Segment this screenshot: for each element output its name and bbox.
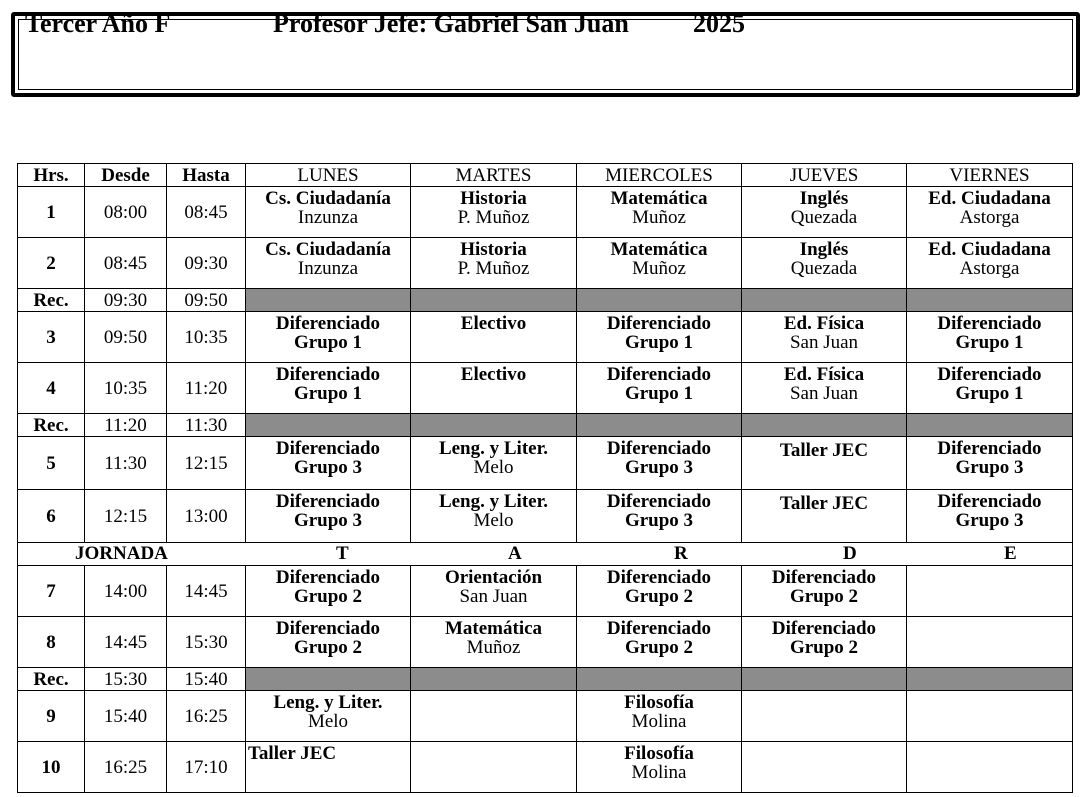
period-number: 6: [18, 490, 85, 543]
teacher-name: Melo: [473, 510, 514, 531]
end-time: 08:45: [167, 187, 246, 238]
teacher-name: Melo: [473, 457, 514, 478]
class-row: [18, 238, 1073, 289]
start-time: 08:45: [85, 238, 167, 289]
recess-cell-jueves: [742, 289, 907, 312]
recess-cell-jueves: [742, 414, 907, 437]
end-time: 12:15: [167, 437, 246, 490]
subject-name: Electivo: [460, 313, 527, 334]
subject-name: Inglés: [799, 239, 849, 260]
class-cell-viernes: [907, 437, 1073, 490]
period-number: 3: [18, 312, 85, 363]
class-cell-viernes: [907, 363, 1073, 414]
class-row: [18, 363, 1073, 414]
end-time: 13:00: [167, 490, 246, 543]
end-time: 14:45: [167, 566, 246, 617]
subject-name: Leng. y Liter.: [273, 692, 383, 713]
teacher-name: Muñoz: [466, 637, 521, 658]
end-time: 11:20: [167, 363, 246, 414]
class-cell-viernes: [907, 566, 1073, 617]
class-cell-viernes: [907, 490, 1073, 543]
group-name: Grupo 3: [955, 510, 1024, 531]
column-header-miercoles: MIERCOLES: [577, 164, 742, 187]
recess-label: Rec.: [18, 414, 85, 437]
column-header-hasta: Hasta: [167, 164, 246, 187]
group-name: Grupo 2: [789, 637, 859, 658]
class-cell-jueves: [742, 238, 907, 289]
recess-row: [18, 414, 1073, 437]
subject-name: Diferenciado: [275, 491, 381, 512]
recess-cell-miercoles: [577, 289, 742, 312]
class-cell-lunes: [246, 363, 411, 414]
class-cell-viernes: [907, 617, 1073, 668]
subject-name: Filosofía: [624, 743, 694, 764]
start-time: 14:00: [85, 566, 167, 617]
tarde-letter: D: [843, 543, 857, 564]
class-cell-miercoles: [577, 566, 742, 617]
start-time: 15:40: [85, 691, 167, 742]
column-header-viernes: VIERNES: [907, 164, 1073, 187]
subject-name: Historia: [460, 188, 527, 209]
start-time: 08:00: [85, 187, 167, 238]
teacher-name: Molina: [631, 711, 687, 732]
group-name: Grupo 3: [955, 457, 1024, 478]
class-cell-lunes: [246, 312, 411, 363]
column-header-hrs: Hrs.: [18, 164, 85, 187]
class-cell-jueves: [742, 437, 907, 490]
end-time: 09:50: [167, 289, 246, 312]
teacher-name: P. Muñoz: [457, 207, 530, 228]
group-name: Grupo 3: [293, 510, 363, 531]
period-number: 4: [18, 363, 85, 414]
class-cell-viernes: [907, 691, 1073, 742]
recess-label: Rec.: [18, 668, 85, 691]
period-number: 1: [18, 187, 85, 238]
recess-cell-martes: [411, 668, 577, 691]
class-cell-lunes: [246, 437, 411, 490]
subject-name: Diferenciado: [606, 618, 712, 639]
teacher-name: San Juan: [789, 383, 859, 404]
subject-name: Orientación: [444, 567, 543, 588]
recess-label: Rec.: [18, 289, 85, 312]
subject-name: Taller JEC: [779, 493, 869, 514]
start-time: 16:25: [85, 742, 167, 793]
period-number: 8: [18, 617, 85, 668]
subject-name: Filosofía: [624, 692, 694, 713]
class-cell-viernes: [907, 187, 1073, 238]
group-name: Grupo 1: [624, 332, 694, 353]
class-cell-viernes: [907, 742, 1073, 793]
class-cell-martes: [411, 490, 577, 543]
recess-cell-martes: [411, 289, 577, 312]
end-time: 11:30: [167, 414, 246, 437]
period-number: 7: [18, 566, 85, 617]
class-cell-lunes: [246, 566, 411, 617]
period-number: 9: [18, 691, 85, 742]
class-row: [18, 617, 1073, 668]
subject-name: Ed. Ciudadana: [928, 188, 1051, 209]
group-name: Grupo 1: [955, 332, 1024, 353]
subject-name: Diferenciado: [606, 438, 712, 459]
subject-name: Leng. y Liter.: [438, 491, 549, 512]
subject-name: Taller JEC: [248, 743, 337, 764]
start-time: 09:50: [85, 312, 167, 363]
start-time: 10:35: [85, 363, 167, 414]
start-time: 11:30: [85, 437, 167, 490]
recess-row: [18, 289, 1073, 312]
class-cell-miercoles: [577, 742, 742, 793]
start-time: 12:15: [85, 490, 167, 543]
end-time: 16:25: [167, 691, 246, 742]
class-cell-miercoles: [577, 437, 742, 490]
recess-row: [18, 668, 1073, 691]
group-name: Grupo 2: [624, 637, 694, 658]
header-row: [18, 164, 1073, 187]
period-number: 2: [18, 238, 85, 289]
recess-cell-martes: [411, 414, 577, 437]
class-cell-lunes: [246, 187, 411, 238]
teacher-name: Inzunza: [297, 258, 359, 279]
class-cell-lunes: [246, 490, 411, 543]
subject-name: Diferenciado: [275, 313, 381, 334]
class-row: [18, 437, 1073, 490]
subject-name: Ed. Física: [783, 313, 865, 334]
recess-cell-jueves: [742, 668, 907, 691]
teacher-name: Molina: [631, 762, 687, 783]
class-cell-martes: [411, 363, 577, 414]
class-cell-martes: [411, 566, 577, 617]
class-row: [18, 490, 1073, 543]
recess-cell-viernes: [907, 289, 1073, 312]
subject-name: Diferenciado: [937, 491, 1042, 512]
class-cell-miercoles: [577, 238, 742, 289]
course-title: Tercer Año F: [25, 9, 171, 38]
group-name: Grupo 3: [624, 457, 694, 478]
jornada-tarde-row: [18, 543, 1073, 566]
group-name: Grupo 2: [624, 586, 694, 607]
subject-name: Diferenciado: [606, 364, 712, 385]
class-cell-martes: [411, 691, 577, 742]
class-row: [18, 187, 1073, 238]
period-number: 10: [18, 742, 85, 793]
class-cell-lunes: [246, 691, 411, 742]
subject-name: Diferenciado: [275, 567, 381, 588]
class-cell-jueves: [742, 691, 907, 742]
start-time: 11:20: [85, 414, 167, 437]
end-time: 10:35: [167, 312, 246, 363]
subject-name: Inglés: [799, 188, 849, 209]
teacher-name: Melo: [307, 711, 349, 732]
class-cell-lunes: [246, 617, 411, 668]
class-row: [18, 566, 1073, 617]
class-cell-jueves: [742, 363, 907, 414]
start-time: 15:30: [85, 668, 167, 691]
subject-name: Diferenciado: [275, 364, 381, 385]
group-name: Grupo 1: [624, 383, 694, 404]
class-cell-martes: [411, 187, 577, 238]
class-cell-lunes: [246, 742, 411, 793]
subject-name: Diferenciado: [606, 313, 712, 334]
teacher-name: San Juan: [459, 586, 528, 607]
class-cell-martes: [411, 617, 577, 668]
class-cell-miercoles: [577, 691, 742, 742]
class-cell-jueves: [742, 617, 907, 668]
subject-name: Diferenciado: [275, 438, 381, 459]
recess-cell-miercoles: [577, 414, 742, 437]
jornada-label: JORNADA: [75, 543, 168, 564]
schedule-table: [17, 163, 1073, 793]
subject-name: Ed. Física: [783, 364, 865, 385]
class-cell-miercoles: [577, 363, 742, 414]
class-row: [18, 742, 1073, 793]
end-time: 15:30: [167, 617, 246, 668]
tarde-letter: E: [1004, 543, 1017, 564]
subject-name: Taller JEC: [779, 440, 869, 461]
subject-name: Diferenciado: [937, 364, 1042, 385]
group-name: Grupo 3: [624, 510, 694, 531]
column-header-martes: MARTES: [411, 164, 577, 187]
subject-name: Electivo: [460, 364, 527, 385]
subject-name: Diferenciado: [937, 313, 1042, 334]
teacher-name: Muñoz: [632, 207, 686, 228]
class-cell-miercoles: [577, 490, 742, 543]
group-name: Grupo 1: [955, 383, 1024, 404]
class-cell-jueves: [742, 312, 907, 363]
recess-cell-viernes: [907, 414, 1073, 437]
jornada-tarde-banner: [18, 543, 1073, 566]
subject-name: Matemática: [444, 618, 543, 639]
group-name: Grupo 3: [293, 457, 363, 478]
class-cell-jueves: [742, 490, 907, 543]
group-name: Grupo 2: [293, 586, 363, 607]
class-cell-miercoles: [577, 187, 742, 238]
recess-cell-lunes: [246, 289, 411, 312]
subject-name: Diferenciado: [275, 618, 381, 639]
tarde-letter: T: [336, 543, 349, 564]
class-cell-jueves: [742, 566, 907, 617]
teacher-name: Inzunza: [297, 207, 359, 228]
column-header-lunes: LUNES: [246, 164, 411, 187]
class-cell-jueves: [742, 187, 907, 238]
subject-name: Cs. Ciudadanía: [265, 188, 391, 209]
class-cell-martes: [411, 312, 577, 363]
recess-cell-lunes: [246, 668, 411, 691]
teacher-name: Muñoz: [632, 258, 686, 279]
teacher-name: P. Muñoz: [457, 258, 530, 279]
start-time: 09:30: [85, 289, 167, 312]
subject-name: Leng. y Liter.: [438, 438, 549, 459]
recess-cell-lunes: [246, 414, 411, 437]
class-row: [18, 691, 1073, 742]
head-teacher: Profesor Jefe: Gabriel San Juan: [273, 9, 629, 38]
class-cell-martes: [411, 742, 577, 793]
class-row: [18, 312, 1073, 363]
subject-name: Matemática: [610, 188, 708, 209]
subject-name: Diferenciado: [606, 567, 712, 588]
group-name: Grupo 2: [789, 586, 859, 607]
subject-name: Cs. Ciudadanía: [265, 239, 391, 260]
class-cell-martes: [411, 437, 577, 490]
class-cell-lunes: [246, 238, 411, 289]
teacher-name: Quezada: [790, 258, 858, 279]
class-cell-viernes: [907, 312, 1073, 363]
tarde-letter: R: [674, 543, 688, 564]
school-year: 2025: [693, 9, 745, 38]
teacher-name: Astorga: [959, 258, 1020, 279]
subject-name: Diferenciado: [606, 491, 712, 512]
class-cell-jueves: [742, 742, 907, 793]
class-cell-viernes: [907, 238, 1073, 289]
period-number: 5: [18, 437, 85, 490]
end-time: 17:10: [167, 742, 246, 793]
subject-name: Diferenciado: [937, 438, 1042, 459]
subject-name: Historia: [460, 239, 527, 260]
subject-name: Matemática: [610, 239, 708, 260]
recess-cell-miercoles: [577, 668, 742, 691]
start-time: 14:45: [85, 617, 167, 668]
tarde-letter: A: [508, 543, 522, 564]
column-header-jueves: JUEVES: [742, 164, 907, 187]
group-name: Grupo 1: [293, 383, 363, 404]
class-cell-miercoles: [577, 617, 742, 668]
column-header-desde: Desde: [85, 164, 167, 187]
subject-name: Diferenciado: [771, 567, 877, 588]
teacher-name: Quezada: [790, 207, 858, 228]
class-cell-martes: [411, 238, 577, 289]
recess-cell-viernes: [907, 668, 1073, 691]
end-time: 15:40: [167, 668, 246, 691]
subject-name: Ed. Ciudadana: [928, 239, 1051, 260]
teacher-name: San Juan: [789, 332, 859, 353]
group-name: Grupo 2: [293, 637, 363, 658]
teacher-name: Astorga: [959, 207, 1020, 228]
end-time: 09:30: [167, 238, 246, 289]
subject-name: Diferenciado: [771, 618, 877, 639]
group-name: Grupo 1: [293, 332, 363, 353]
class-cell-miercoles: [577, 312, 742, 363]
